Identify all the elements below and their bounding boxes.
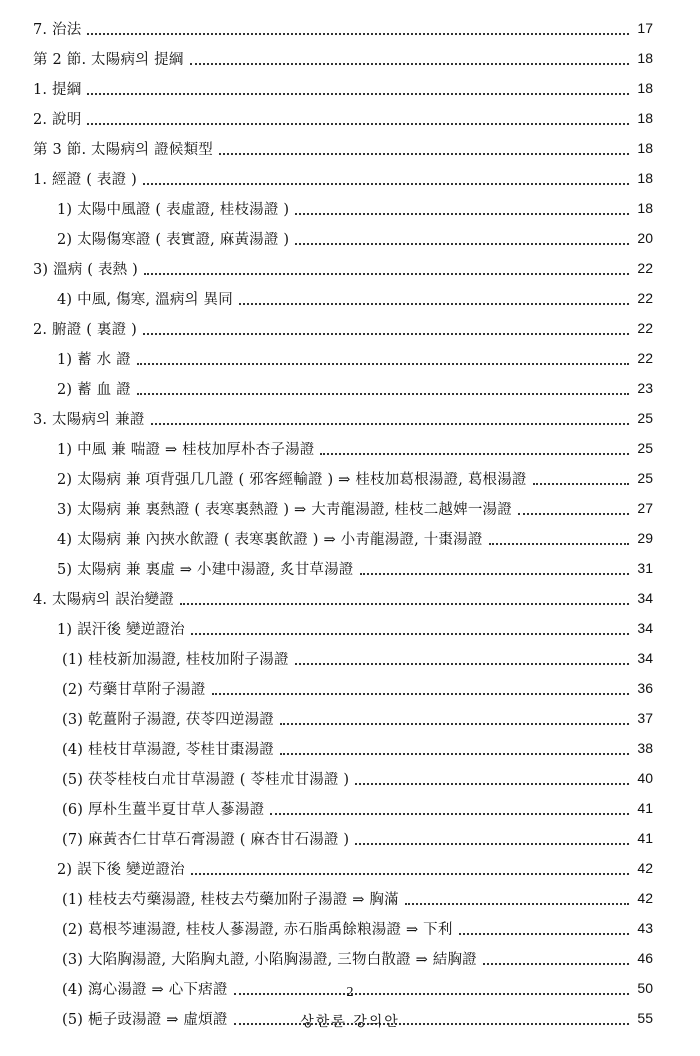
toc-entry-page: 17 bbox=[637, 20, 653, 36]
dot-leader bbox=[295, 242, 629, 245]
toc-entry-title: 3) 太陽病 兼 裏熱證 ( 表寒裏熱證 ) ⇒ 大靑龍湯證, 桂枝二越婢一湯證 bbox=[57, 501, 512, 518]
toc-entry-title: (5) 梔子豉湯證 ⇒ 虛煩證 bbox=[62, 1011, 228, 1028]
dot-leader bbox=[190, 62, 629, 65]
book-title: 상한론 강의안 bbox=[300, 1014, 400, 1030]
toc-entry-title: 2. 腑證 ( 裏證 ) bbox=[33, 321, 137, 338]
toc-entry-page: 18 bbox=[637, 170, 653, 186]
dot-leader bbox=[219, 152, 629, 155]
toc-entry[interactable] bbox=[62, 793, 653, 823]
toc-entry-page: 46 bbox=[637, 950, 653, 966]
toc-entry[interactable] bbox=[57, 553, 653, 583]
toc-entry[interactable] bbox=[62, 823, 653, 853]
toc-entry-page: 41 bbox=[637, 830, 653, 846]
toc-entry[interactable] bbox=[62, 673, 653, 703]
toc-entry[interactable] bbox=[62, 913, 653, 943]
dot-leader bbox=[280, 722, 629, 725]
toc-entry-page: 23 bbox=[637, 380, 653, 396]
toc-entry-title: (7) 麻黃杏仁甘草石膏湯證 ( 麻杏甘石湯證 ) bbox=[62, 831, 350, 848]
toc-entry[interactable] bbox=[57, 343, 653, 373]
toc-entry-title: 4) 太陽病 兼 內挾水飮證 ( 表寒裏飮證 ) ⇒ 小靑龍湯證, 十棗湯證 bbox=[57, 531, 483, 548]
toc-entry-title: (4) 桂枝甘草湯證, 苓桂甘棗湯證 bbox=[62, 741, 274, 758]
toc-entry-title: 2) 太陽傷寒證 ( 表實證, 麻黃湯證 ) bbox=[57, 231, 290, 248]
toc-entry-title: 第 3 節. 太陽病의 證候類型 bbox=[33, 141, 213, 158]
toc-entry[interactable] bbox=[62, 883, 653, 913]
page-number: 2 bbox=[346, 985, 354, 1000]
toc-entry[interactable] bbox=[33, 313, 653, 343]
toc-entry[interactable] bbox=[57, 193, 653, 223]
toc-entry-page: 22 bbox=[637, 260, 653, 276]
toc-entry[interactable] bbox=[57, 523, 653, 553]
toc-entry-title: 第 2 節. 太陽病의 提綱 bbox=[33, 51, 184, 68]
toc-entry[interactable] bbox=[33, 13, 653, 43]
dot-leader bbox=[518, 512, 629, 515]
dot-leader bbox=[137, 362, 629, 365]
dot-leader bbox=[191, 632, 629, 635]
dot-leader bbox=[151, 422, 629, 425]
toc-entry-page: 43 bbox=[637, 920, 653, 936]
toc-entry-title: 2) 太陽病 兼 項背强几几證 ( 邪客經輸證 ) ⇒ 桂枝加葛根湯證, 葛根湯證 bbox=[57, 471, 527, 488]
dot-leader bbox=[355, 782, 629, 785]
toc-entry-page: 31 bbox=[637, 560, 653, 576]
toc-entry[interactable] bbox=[62, 703, 653, 733]
toc-entry-title: (5) 茯苓桂枝白朮甘草湯證 ( 苓桂朮甘湯證 ) bbox=[62, 771, 350, 788]
toc-entry-page: 42 bbox=[637, 890, 653, 906]
toc-entry-title: (4) 瀉心湯證 ⇒ 心下痞證 bbox=[62, 981, 228, 998]
toc-entry[interactable] bbox=[57, 433, 653, 463]
toc-entry-title: 3) 溫病 ( 表熱 ) bbox=[33, 261, 139, 278]
dot-leader bbox=[191, 872, 629, 875]
toc-entry[interactable] bbox=[57, 373, 653, 403]
toc-entry-page: 55 bbox=[637, 1010, 653, 1026]
toc-entry-title: 1) 太陽中風證 ( 表虛證, 桂枝湯證 ) bbox=[57, 201, 290, 218]
dot-leader bbox=[143, 182, 629, 185]
toc-entry-title: (2) 葛根芩連湯證, 桂枝人蔘湯證, 赤石脂禹餘粮湯證 ⇒ 下利 bbox=[62, 921, 453, 938]
toc-entry-title: (1) 桂枝新加湯證, 桂枝加附子湯證 bbox=[62, 651, 289, 668]
dot-leader bbox=[459, 932, 629, 935]
toc-entry-page: 18 bbox=[637, 50, 653, 66]
toc-entry-title: 1. 經證 ( 表證 ) bbox=[33, 171, 137, 188]
toc-entry-title: 2. 說明 bbox=[33, 111, 82, 128]
dot-leader bbox=[280, 752, 629, 755]
toc-entry[interactable] bbox=[57, 283, 653, 313]
dot-leader bbox=[143, 332, 629, 335]
toc-entry-title: 7. 治法 bbox=[33, 21, 82, 38]
toc-entry-title: (3) 乾薑附子湯證, 茯苓四逆湯證 bbox=[62, 711, 274, 728]
toc-entry-page: 38 bbox=[637, 740, 653, 756]
toc-entry[interactable] bbox=[57, 613, 653, 643]
toc-entry-page: 27 bbox=[637, 500, 653, 516]
toc-entry-page: 37 bbox=[637, 710, 653, 726]
toc-entry-title: 4. 太陽病의 誤治變證 bbox=[33, 591, 174, 608]
toc-entry[interactable] bbox=[62, 643, 653, 673]
toc-entry-page: 25 bbox=[637, 470, 653, 486]
toc-entry-title: 3. 太陽病의 兼證 bbox=[33, 411, 145, 428]
dot-leader bbox=[137, 392, 629, 395]
dot-leader bbox=[405, 902, 629, 905]
toc-entry-title: (3) 大陷胸湯證, 大陷胸丸證, 小陷胸湯證, 三物白散證 ⇒ 結胸證 bbox=[62, 951, 477, 968]
toc-entry-title: (6) 厚朴生薑半夏甘草人蔘湯證 bbox=[62, 801, 265, 818]
dot-leader bbox=[483, 962, 629, 965]
toc-entry-page: 34 bbox=[637, 620, 653, 636]
toc-entry-page: 18 bbox=[637, 200, 653, 216]
toc-entry-page: 25 bbox=[637, 410, 653, 426]
toc-entry-page: 41 bbox=[637, 800, 653, 816]
toc-entry-title: 1) 蓄 水 證 bbox=[57, 351, 131, 368]
dot-leader bbox=[360, 572, 630, 575]
dot-leader bbox=[533, 482, 629, 485]
dot-leader bbox=[355, 842, 629, 845]
toc-entry-title: 2) 誤下後 變逆證治 bbox=[57, 861, 185, 878]
toc-entry[interactable] bbox=[57, 493, 653, 523]
toc-entry-page: 22 bbox=[637, 290, 653, 306]
dot-leader bbox=[320, 452, 629, 455]
toc-entry-title: 1) 中風 兼 喘證 ⇒ 桂枝加厚朴杏子湯證 bbox=[57, 441, 315, 458]
toc-entry[interactable] bbox=[33, 103, 653, 133]
toc-entry[interactable] bbox=[57, 853, 653, 883]
toc-entry-page: 36 bbox=[637, 680, 653, 696]
toc-entry-title: 1. 提綱 bbox=[33, 81, 82, 98]
dot-leader bbox=[489, 542, 629, 545]
dot-leader bbox=[144, 272, 629, 275]
dot-leader bbox=[295, 212, 629, 215]
dot-leader bbox=[180, 602, 629, 605]
dot-leader bbox=[295, 662, 629, 665]
toc-entry[interactable] bbox=[57, 223, 653, 253]
toc-entry[interactable] bbox=[57, 463, 653, 493]
toc-entry-page: 25 bbox=[637, 440, 653, 456]
toc-entry-page: 22 bbox=[637, 350, 653, 366]
toc-entry[interactable] bbox=[33, 163, 653, 193]
toc-entry-title: 2) 蓄 血 證 bbox=[57, 381, 131, 398]
dot-leader bbox=[239, 302, 629, 305]
toc-entry[interactable] bbox=[33, 73, 653, 103]
toc-entry-page: 42 bbox=[637, 860, 653, 876]
toc-entry[interactable] bbox=[33, 403, 653, 433]
toc-entry[interactable] bbox=[33, 133, 653, 163]
toc-entry-page: 18 bbox=[637, 80, 653, 96]
toc-entry-page: 40 bbox=[637, 770, 653, 786]
toc-entry[interactable] bbox=[62, 763, 653, 793]
dot-leader bbox=[87, 32, 629, 35]
toc-entry-title: (2) 芍藥甘草附子湯證 bbox=[62, 681, 206, 698]
toc-entry[interactable] bbox=[33, 583, 653, 613]
toc-entry-page: 29 bbox=[637, 530, 653, 546]
toc-entry-page: 22 bbox=[637, 320, 653, 336]
toc-entry[interactable] bbox=[62, 733, 653, 763]
dot-leader bbox=[87, 122, 629, 125]
toc-entry[interactable] bbox=[62, 943, 653, 973]
toc-entry-title: (1) 桂枝去芍藥湯證, 桂枝去芍藥加附子湯證 ⇒ 胸滿 bbox=[62, 891, 399, 908]
dot-leader bbox=[87, 92, 629, 95]
dot-leader bbox=[270, 812, 629, 815]
toc-entry-title: 1) 誤汗後 變逆證治 bbox=[57, 621, 185, 638]
dot-leader bbox=[212, 692, 629, 695]
toc-entry-title: 5) 太陽病 兼 裏虛 ⇒ 小建中湯證, 炙甘草湯證 bbox=[57, 561, 354, 578]
toc-entry-page: 18 bbox=[637, 140, 653, 156]
toc-entry-title: 4) 中風, 傷寒, 溫病의 異同 bbox=[57, 291, 233, 308]
toc-entry-page: 34 bbox=[637, 590, 653, 606]
toc-entry-page: 20 bbox=[637, 230, 653, 246]
toc-entry[interactable] bbox=[33, 43, 653, 73]
toc-entry[interactable] bbox=[33, 253, 653, 283]
toc-entry-page: 18 bbox=[637, 110, 653, 126]
toc-entry-page: 34 bbox=[637, 650, 653, 666]
toc-entry-page: 50 bbox=[637, 980, 653, 996]
